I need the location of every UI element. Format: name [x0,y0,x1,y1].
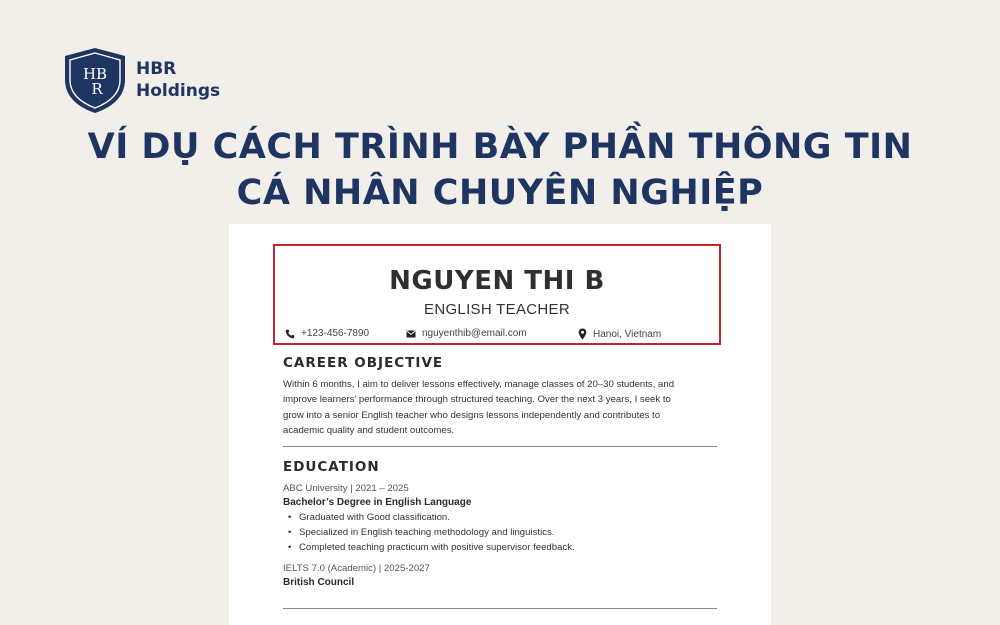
phone-icon [285,329,295,339]
headline-line1: VÍ DỤ CÁCH TRÌNH BÀY PHẦN THÔNG TIN [87,127,913,167]
monogram-bottom: R [91,80,103,98]
resume-role: ENGLISH TEACHER [424,301,570,318]
list-item: • Completed teaching practicum with positive supervisor feedback. [283,540,717,555]
education-section [283,459,717,588]
section-divider [283,608,717,609]
contact-location-text: Hanoi, Vietnam [593,328,662,340]
education-meta: ABC University | 2021 – 2025 [283,483,409,494]
career-objective-title: CAREER OBJECTIVE [283,355,444,371]
career-objective-line: academic quality and student outcomes. [283,424,455,436]
brand-name [136,58,220,102]
personal-info-highlight-box [273,244,721,345]
certificate-meta: IELTS 7.0 (Academic) | 2025-2027 [283,563,430,574]
location-pin-icon [578,328,587,340]
contact-phone-text: +123-456-7890 [301,328,370,339]
certificate-entry [283,563,717,588]
contact-email-text: nguyenthib@email.com [422,328,527,339]
career-objective-text [283,377,717,438]
shield-logo-icon [62,46,128,114]
career-objective-line: grow into a senior English teacher who designs lessons independently and contributes to [283,409,661,421]
education-degree: Bachelor’s Degree in English Language [283,497,472,508]
career-objective-section [283,355,717,438]
brand-name-line2: Holdings [136,81,221,101]
section-divider [283,446,717,447]
contact-location [578,328,661,340]
career-objective-line: Within 6 months, I aim to deliver lessons effectively, manage classes of 20–30 students, and [283,379,675,390]
brand-name-line1: HBR [136,59,177,79]
contact-email [406,328,527,339]
resume-paper [229,224,771,625]
brand-logo[interactable] [62,46,220,114]
certificate-issuer: British Council [283,577,355,588]
education-title: EDUCATION [283,459,380,475]
resume-name: NGUYEN THI B [389,266,605,296]
mail-icon [406,330,416,338]
education-bullets [283,510,717,555]
headline-line2: CÁ NHÂN CHUYÊN NGHIỆP [236,173,764,213]
contact-phone [285,328,369,339]
monogram-top: HB [82,65,108,83]
list-item: • Specialized in English teaching methodology and linguistics. [283,525,717,540]
list-item: • Graduated with Good classification. [283,510,717,525]
career-objective-line: improve learners’ performance through structured teaching. Over the next 3 years, I seek to [283,394,671,406]
page-headline [0,124,1000,216]
education-entry [283,483,717,555]
